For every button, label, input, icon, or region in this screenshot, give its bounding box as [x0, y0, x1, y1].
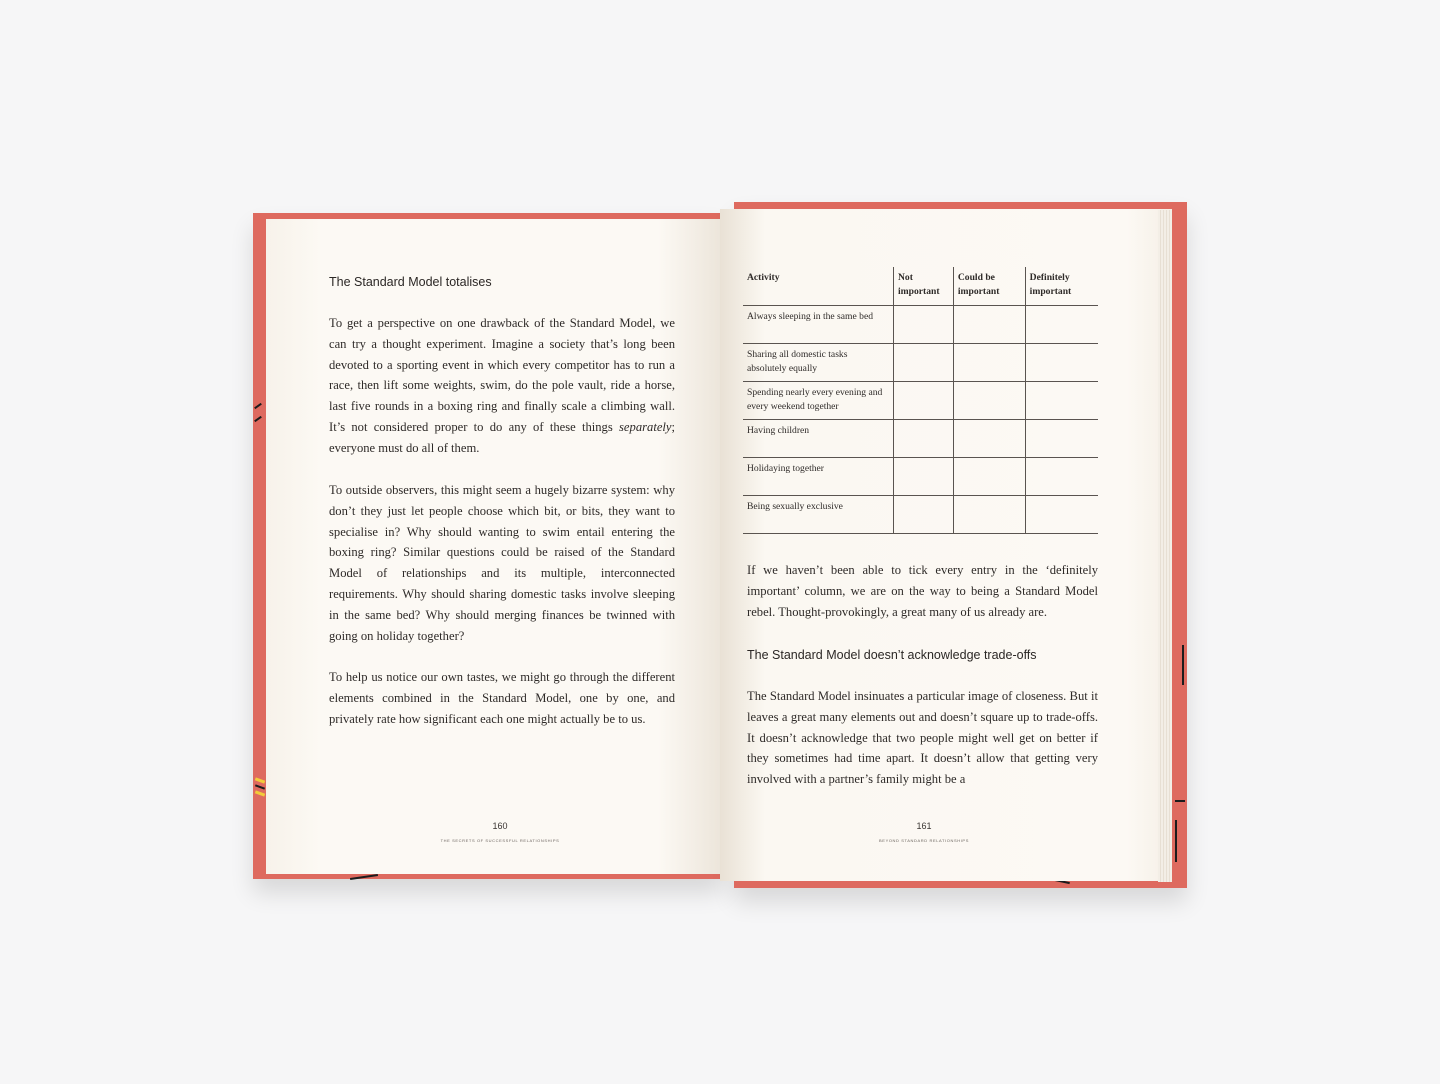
page-number: 161 — [916, 821, 932, 831]
body-paragraph: The Standard Model insinuates a particular image of closeness. But it leaves a great many elements out and doesn’t square up to trade-offs. It doesn’t acknowledge that two people might well get on better if they sometimes had time apart. It doesn’t allow that getting very involved with a partner’s family might be a — [747, 689, 1098, 787]
body-paragraph — [329, 313, 675, 459]
table-row — [743, 306, 1098, 344]
cover-illustration-line — [1182, 645, 1184, 685]
rating-cell — [894, 458, 954, 496]
activity-rating-table — [743, 267, 1098, 534]
section-heading: The Standard Model totalises — [329, 275, 492, 289]
table-header: Definitely important — [1025, 267, 1098, 306]
table-row — [743, 420, 1098, 458]
running-footer: THE SECRETS OF SUCCESSFUL RELATIONSHIPS — [440, 838, 560, 843]
rating-cell — [894, 344, 954, 382]
rating-cell — [1025, 458, 1098, 496]
rating-cell — [953, 496, 1025, 534]
cover-illustration-line — [1175, 800, 1185, 802]
rating-cell — [1025, 344, 1098, 382]
body-paragraph: To outside observers, this might seem a hugely bizarre system: why don’t they just let people choose which bit, or bits, they want to specialise in? Why should wanting to swim entail entering the boxing ring? Similar questions could be raised of the Standard Model of relationships and its multiple, interconnected requirements. Why should sharing domestic tasks involve sleeping in the same bed? Why should merging finances be twinned with going on holiday together? — [329, 483, 675, 643]
running-footer: BEYOND STANDARD RELATIONSHIPS — [879, 838, 969, 843]
activity-cell: Being sexually exclusive — [743, 496, 894, 534]
rating-cell — [1025, 382, 1098, 420]
body-paragraph: To help us notice our own tastes, we might go through the different elements combined in the Standard Model, one by one, and privately rate how significant each one might actually be to us. — [329, 670, 675, 726]
page-number: 160 — [492, 821, 508, 831]
activity-cell: Sharing all domestic tasks absolutely equally — [743, 344, 894, 382]
table-header: Could be important — [953, 267, 1025, 306]
emphasis-text: separately — [619, 419, 672, 434]
activity-cell: Spending nearly every evening and every weekend together — [743, 382, 894, 420]
table-row — [743, 458, 1098, 496]
rating-cell — [953, 382, 1025, 420]
activity-cell: Always sleeping in the same bed — [743, 306, 894, 344]
rating-cell — [894, 306, 954, 344]
rating-cell — [953, 420, 1025, 458]
rating-cell — [894, 496, 954, 534]
table-row — [743, 496, 1098, 534]
rating-cell — [1025, 496, 1098, 534]
body-paragraph: If we haven’t been able to tick every entry in the ‘definitely important’ column, we are on the way to being a Standard Model rebel. Thought-provokingly, a great many of us already are. — [747, 563, 1098, 619]
rating-cell — [1025, 420, 1098, 458]
paragraph-text: ; everyone must do all of them. — [329, 419, 675, 455]
page-block-edge — [1158, 210, 1172, 882]
rating-cell — [894, 382, 954, 420]
paragraph-text: To get a perspective on one drawback of the Standard Model, we can try a thought experiment. Imagine a society that’s long been devoted to a sporting event in which every competitor has to run a race, then lift some weights, swim, do the pole vault, ride a horse, last five rounds in a boxing ring and finally scale a climbing wall. It’s not considered proper to do any of these things — [329, 316, 675, 434]
activity-cell: Having children — [743, 420, 894, 458]
rating-cell — [953, 344, 1025, 382]
rating-cell — [894, 420, 954, 458]
table-row — [743, 344, 1098, 382]
table-header: Not important — [894, 267, 954, 306]
section-heading: The Standard Model doesn’t acknowledge trade-offs — [747, 648, 1037, 662]
table-row — [743, 382, 1098, 420]
cover-illustration-line — [1175, 820, 1177, 862]
activity-cell: Holidaying together — [743, 458, 894, 496]
table-header: Activity — [743, 267, 894, 306]
rating-cell — [953, 306, 1025, 344]
rating-cell — [953, 458, 1025, 496]
rating-cell — [1025, 306, 1098, 344]
table-header-row — [743, 267, 1098, 306]
